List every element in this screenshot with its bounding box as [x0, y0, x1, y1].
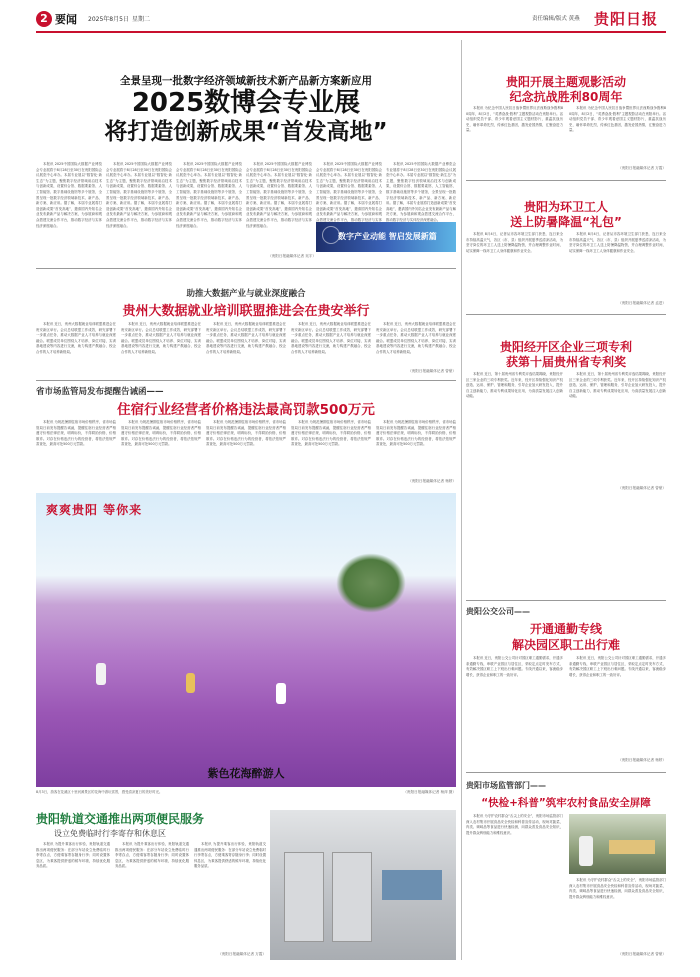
photo-person: [186, 673, 195, 693]
issue-weekday: 星期二: [132, 16, 151, 23]
page-number-badge: 2: [36, 11, 52, 27]
rail-body-col3: 本报讯 为提升乘客出行体验，贵阳轨道交通推出两项便民服务：在部分车站设立免费临时行李寄存点，方便乘客寄存随身行李；同时设置休息区，为乘客提供舒适的候车环境，持续优化服务品质。: [194, 842, 266, 869]
locker-unit: [284, 852, 324, 942]
masthead-rule: [36, 31, 666, 33]
right-mid-byline: （贵阳日报融媒体记者 孟进）: [618, 301, 666, 305]
photo-person: [579, 836, 593, 866]
photo-person: [96, 663, 106, 685]
right-lower-headline-line2: 获第十届贵州省专利奖: [505, 355, 626, 369]
lead-body-col4: 本报讯 2025中国国际大数据产业博览会专业展将于8月28日至30日在贵阳国际会议展览中心举办。本届专业展以“数智化·新生态”为主题，聚焦数字经济领域前沿技术与创新成果，设置综合馆、数据要素馆、人工智能馆、数字基础设施馆等多个展馆，全景呈现一批数字经济领域新技术、新产品、新方案、新应用。据了解，本届专业展将打造创新成果“首发高地”，邀请国内外知名企业发布最新产品与解决方案，为参展商和观众搭建交流合作平台，推动数字经济与实体经济深度融合。: [246, 162, 312, 228]
mid-law-body-col4: 本报讯 为规范暑期住宿市场价格秩序，省市场监管局日前发布提醒告诫函，提醒住宿行业经营者严格遵守价格法律法规，明码标价，不得哄抬价格、价格欺诈。对存在价格违法行为的经营者，将依法依规严肃查处，最高可处500万元罚款。: [291, 420, 371, 447]
right-top-body-col2: 本报讯 为纪念中国人民抗日战争暨世界反法西斯战争胜利80周年，8月2日，“英勇奋战·胜利”主题观影活动在贵阳举行。活动组织党员干部、青少年观看爱国主义题材影片，重温抗战历史，缅怀革命先烈，传承红色基因，激发爱国热情，汇聚奋进力量。: [569, 106, 666, 133]
rail-body-col2: 本报讯 为提升乘客出行体验，贵阳轨道交通推出两项便民服务：在部分车站设立免费临时行李寄存点，方便乘客寄存随身行李；同时设置休息区，为乘客提供舒适的候车环境，持续优化服务品质。: [115, 842, 189, 869]
divider: [36, 268, 456, 269]
mid-law-headline: 住宿行业经营者价格违法最高罚款500万元: [117, 402, 375, 418]
column-divider: [461, 40, 462, 600]
flower-field-photo: [36, 493, 456, 787]
issue-date: 2025年8月5日: [88, 16, 129, 23]
station-photo: [270, 810, 456, 960]
bus-section-tag: 贵阳公交公司——: [466, 607, 530, 616]
right-lower-byline: （贵阳日报融媒体记者 曾豪）: [618, 486, 666, 490]
bus-headline-line1: 开通通勤专线: [529, 622, 602, 636]
food-headline: “快检+科普”筑牢农村食品安全屏障: [481, 797, 651, 809]
photo-person: [276, 683, 286, 704]
right-mid-body-col2: 本报讯 8月4日，记者从市容环境卫生部门获悉，连日来全市持续高温天气，各区（市、县）组织开展夏季送清凉活动，为坚守岗位的环卫工人送上防暑降温物资，并合理调整作业时间，切实保障一线环卫工人身体健康和作业安全。: [569, 232, 666, 253]
right-top-headline-line1: 贵阳开展主题观影活动: [505, 75, 626, 89]
mid-left-body-col2: 本报讯 近日，贵州大数据就业培训联盟推进会在贵安新区举行。会议总结联盟工作成效，研究部署下一步重点任务，推动大数据产业人才培养与就业深度融合。联盟成员单位围绕人才培养、岗位对接、实训基地建设等内容进行交流，助力构建产教融合、校企合作的人才培养新格局。: [121, 322, 201, 354]
right-top-headline-line2: 纪念抗战胜利80周年: [509, 90, 623, 104]
photo-credit: （贵阳日报融媒体记者 杨萍 摄）: [403, 790, 456, 794]
mid-left-kicker: 助推大数据产业与就业深度融合: [186, 289, 306, 299]
right-lower-headline-line1: 贵阳经开区企业三项专利: [499, 340, 632, 354]
rail-byline: （贵阳日报融媒体记者 万霞）: [218, 952, 266, 956]
bus-body-col1: 本报讯 近日，贵阳公交公司针对园区职工通勤需求，开通多条通勤专线，串联产业园区与居住区，采取定点定时发车方式，有效解决园区职工上下班出行难问题。专线开通以来，客流稳步增长，获得企业和职工的一致好评。: [466, 656, 563, 677]
photo-overlay-title: 爽爽贵阳 等你来: [46, 503, 143, 517]
lead-body-col6: 本报讯 2025中国国际大数据产业博览会专业展将于8月28日至30日在贵阳国际会议展览中心举办。本届专业展以“数智化·新生态”为主题，聚焦数字经济领域前沿技术与创新成果，设置综合馆、数据要素馆、人工智能馆、数字基础设施馆等多个展馆，全景呈现一批数字经济领域新技术、新产品、新方案、新应用。据了解，本届专业展将打造创新成果“首发高地”，邀请国内外知名企业发布最新产品与解决方案，为参展商和观众搭建交流合作平台，推动数字经济与实体经济深度融合。: [386, 162, 456, 222]
right-lower-body-col2: 本报讯 近日，第十届贵州省专利奖评选结果揭晓，贵阳经开区三家企业的三项专利获奖。近年来，经开区持续强化知识产权创造、运用、保护、管理和服务，引导企业加大研发投入，提升自主创新能力，推动专利成果转化应用，为高质量发展注入创新动能。: [569, 372, 666, 399]
locker-unit: [332, 852, 372, 942]
mid-law-byline: （贵阳日报融媒体记者 杨婷）: [408, 479, 456, 483]
rail-headline: 贵阳轨道交通推出两项便民服务: [36, 812, 205, 826]
lead-headline-line1: 2025数博会专业展: [131, 88, 361, 118]
food-byline: （贵阳日报融媒体记者 曾豪）: [618, 952, 666, 956]
lead-kicker: 全景呈现一批数字经济领域新技术新产品新方案新应用: [120, 75, 372, 87]
right-lower-body-col1: 本报讯 近日，第十届贵州省专利奖评选结果揭晓，贵阳经开区三家企业的三项专利获奖。近年来，经开区持续强化知识产权创造、运用、保护、管理和服务，引导企业加大研发投入，提升自主创新能力，推动专利成果转化应用，为高质量发展注入创新动能。: [466, 372, 563, 399]
photo-tree: [336, 553, 406, 613]
mid-law-body-col5: 本报讯 为规范暑期住宿市场价格秩序，省市场监管局日前发布提醒告诫函，提醒住宿行业经营者严格遵守价格法律法规，明码标价，不得哄抬价格、价格欺诈。对存在价格违法行为的经营者，将依法依规严肃查处，最高可处500万元罚款。: [376, 420, 456, 447]
divider: [466, 600, 666, 601]
right-mid-headline-line2: 送上防暑降温“礼包”: [510, 215, 622, 229]
lead-body-col3: 本报讯 2025中国国际大数据产业博览会专业展将于8月28日至30日在贵阳国际会议展览中心举办。本届专业展以“数智化·新生态”为主题，聚焦数字经济领域前沿技术与创新成果，设置综合馆、数据要素馆、人工智能馆、数字基础设施馆等多个展馆，全景呈现一批数字经济领域新技术、新产品、新方案、新应用。据了解，本届专业展将打造创新成果“首发高地”，邀请国内外知名企业发布最新产品与解决方案，为参展商和观众搭建交流合作平台，推动数字经济与实体经济深度融合。: [176, 162, 242, 228]
market-photo: [569, 814, 666, 874]
food-section-tag: 贵阳市场监管部门——: [466, 781, 546, 790]
market-stall: [609, 840, 655, 854]
right-mid-body-col1: 本报讯 8月4日，记者从市容环境卫生部门获悉，连日来全市持续高温天气，各区（市、县）组织开展夏季送清凉活动，为坚守岗位的环卫工人送上防暑降温物资，并合理调整作业时间，切实保障一线环卫工人身体健康和作业安全。: [466, 232, 563, 253]
mid-left-body-col5: 本报讯 近日，贵州大数据就业培训联盟推进会在贵安新区举行。会议总结联盟工作成效，研究部署下一步重点任务，推动大数据产业人才培养与就业深度融合。联盟成员单位围绕人才培养、岗位对接、实训基地建设等内容进行交流，助力构建产教融合、校企合作的人才培养新格局。: [376, 322, 456, 354]
mid-law-kicker: 省市场监管局发布提醒告诫函——: [36, 387, 164, 397]
lead-byline: （贵阳日报融媒体记者 吴宇）: [268, 254, 316, 258]
column-divider: [461, 600, 462, 960]
mid-law-body-col1: 本报讯 为规范暑期住宿市场价格秩序，省市场监管局日前发布提醒告诫函，提醒住宿行业经营者严格遵守价格法律法规，明码标价，不得哄抬价格、价格欺诈。对存在价格违法行为的经营者，将依法依规严肃查处，最高可处500万元罚款。: [36, 420, 116, 447]
food-body-col2: 本报讯 为守护农村群众“舌尖上的安全”，贵阳市场监管部门深入农村集市开展食品安全快检和科普宣传活动，现场对蔬菜、肉类、调味品等食品进行快速检测，向群众普及食品安全知识，提升群众辨别能力和维权意识。: [569, 878, 666, 899]
rail-body-col1: 本报讯 为提升乘客出行体验，贵阳轨道交通推出两项便民服务：在部分车站设立免费临时行李寄存点，方便乘客寄存随身行李；同时设置休息区，为乘客提供舒适的候车环境，持续优化服务品质。: [36, 842, 110, 869]
lead-photo: [316, 222, 456, 252]
lead-body-col1: 本报讯 2025中国国际大数据产业博览会专业展将于8月28日至30日在贵阳国际会议展览中心举办。本届专业展以“数智化·新生态”为主题，聚焦数字经济领域前沿技术与创新成果，设置综合馆、数据要素馆、人工智能馆、数字基础设施馆等多个展馆，全景呈现一批数字经济领域新技术、新产品、新方案、新应用。据了解，本届专业展将打造创新成果“首发高地”，邀请国内外知名企业发布最新产品与解决方案，为参展商和观众搭建交流合作平台，推动数字经济与实体经济深度融合。: [36, 162, 102, 228]
mid-left-headline: 贵州大数据就业培训联盟推进会在贵安举行: [122, 304, 370, 319]
editors-credit: 责任编辑/版式 黄燕: [532, 16, 580, 22]
divider: [466, 314, 666, 315]
mid-law-body-col2: 本报讯 为规范暑期住宿市场价格秩序，省市场监管局日前发布提醒告诫函，提醒住宿行业经营者严格遵守价格法律法规，明码标价，不得哄抬价格、价格欺诈。对存在价格违法行为的经营者，将依法依规严肃查处，最高可处500万元罚款。: [121, 420, 201, 447]
right-mid-headline-line1: 贵阳为环卫工人: [523, 200, 608, 214]
photo-caption-title: 紫色花海醉游人: [207, 767, 285, 780]
divider: [466, 180, 666, 181]
lead-body-col2: 本报讯 2025中国国际大数据产业博览会专业展将于8月28日至30日在贵阳国际会议展览中心举办。本届专业展以“数智化·新生态”为主题，聚焦数字经济领域前沿技术与创新成果，设置综合馆、数据要素馆、人工智能馆、数字基础设施馆等多个展馆，全景呈现一批数字经济领域新技术、新产品、新方案、新应用。据了解，本届专业展将打造创新成果“首发高地”，邀请国内外知名企业发布最新产品与解决方案，为参展商和观众搭建交流合作平台，推动数字经济与实体经济深度融合。: [106, 162, 172, 228]
bus-byline: （贵阳日报融媒体记者 杨婷）: [618, 758, 666, 762]
right-top-byline: （贵阳日报融媒体记者 万霞）: [618, 166, 666, 170]
mid-law-body-col3: 本报讯 为规范暑期住宿市场价格秩序，省市场监管局日前发布提醒告诫函，提醒住宿行业经营者严格遵守价格法律法规，明码标价，不得哄抬价格、价格欺诈。对存在价格违法行为的经营者，将依法依规严肃查处，最高可处500万元罚款。: [206, 420, 286, 447]
photo-banner-text: 数字产业动能 智启发展新篇: [338, 232, 437, 241]
section-name: 要闻: [55, 13, 77, 26]
bus-body-col2: 本报讯 近日，贵阳公交公司针对园区职工通勤需求，开通多条通勤专线，串联产业园区与居住区，采取定点定时发车方式，有效解决园区职工上下班出行难问题。专线开通以来，客流稳步增长，获得企业和职工的一致好评。: [569, 656, 666, 677]
mid-left-body-col3: 本报讯 近日，贵州大数据就业培训联盟推进会在贵安新区举行。会议总结联盟工作成效，研究部署下一步重点任务，推动大数据产业人才培养与就业深度融合。联盟成员单位围绕人才培养、岗位对接、实训基地建设等内容进行交流，助力构建产教融合、校企合作的人才培养新格局。: [206, 322, 286, 354]
bus-headline-line2: 解决园区职工出行难: [511, 638, 620, 652]
lead-body-col5: 本报讯 2025中国国际大数据产业博览会专业展将于8月28日至30日在贵阳国际会议展览中心举办。本届专业展以“数智化·新生态”为主题，聚焦数字经济领域前沿技术与创新成果，设置综合馆、数据要素馆、人工智能馆、数字基础设施馆等多个展馆，全景呈现一批数字经济领域新技术、新产品、新方案、新应用。据了解，本届专业展将打造创新成果“首发高地”，邀请国内外知名企业发布最新产品与解决方案，为参展商和观众搭建交流合作平台，推动数字经济与实体: [316, 162, 382, 222]
seating-area: [382, 870, 442, 900]
divider: [36, 380, 456, 381]
mid-left-byline: （贵阳日报融媒体记者 曾豪）: [408, 369, 456, 373]
mid-left-body-col1: 本报讯 近日，贵州大数据就业培训联盟推进会在贵安新区举行。会议总结联盟工作成效，研究部署下一步重点任务，推动大数据产业人才培养与就业深度融合。联盟成员单位围绕人才培养、岗位对接、实训基地建设等内容进行交流，助力构建产教融合、校企合作的人才培养新格局。: [36, 322, 116, 354]
food-body-col1: 本报讯 为守护农村群众“舌尖上的安全”，贵阳市场监管部门深入农村集市开展食品安全快检和科普宣传活动，现场对蔬菜、肉类、调味品等食品进行快速检测，向群众普及食品安全知识，提升群众辨别能力和维权意识。: [466, 814, 563, 835]
newspaper-logo: 贵阳日报: [594, 10, 659, 28]
mid-left-body-col4: 本报讯 近日，贵州大数据就业培训联盟推进会在贵安新区举行。会议总结联盟工作成效，研究部署下一步重点任务，推动大数据产业人才培养与就业深度融合。联盟成员单位围绕人才培养、岗位对接、实训基地建设等内容进行交流，助力构建产教融合、校企合作的人才培养新格局。: [291, 322, 371, 354]
right-top-body-col1: 本报讯 为纪念中国人民抗日战争暨世界反法西斯战争胜利80周年，8月2日，“英勇奋战·胜利”主题观影活动在贵阳举行。活动组织党员干部、青少年观看爱国主义题材影片，重温抗战历史，缅怀革命先烈，传承红色基因，激发爱国热情，汇聚奋进力量。: [466, 106, 563, 133]
masthead: [0, 0, 700, 36]
lead-headline-line2: 将打造创新成果“首发高地”: [104, 119, 388, 145]
rail-subtitle: 设立免费临时行李寄存和休息区: [54, 829, 166, 838]
divider: [466, 772, 666, 773]
photo-caption: 8月3日，游客在花溪区十里河滩景区的花海中游玩赏景，感受清凉夏日的美好时光。: [36, 790, 163, 794]
